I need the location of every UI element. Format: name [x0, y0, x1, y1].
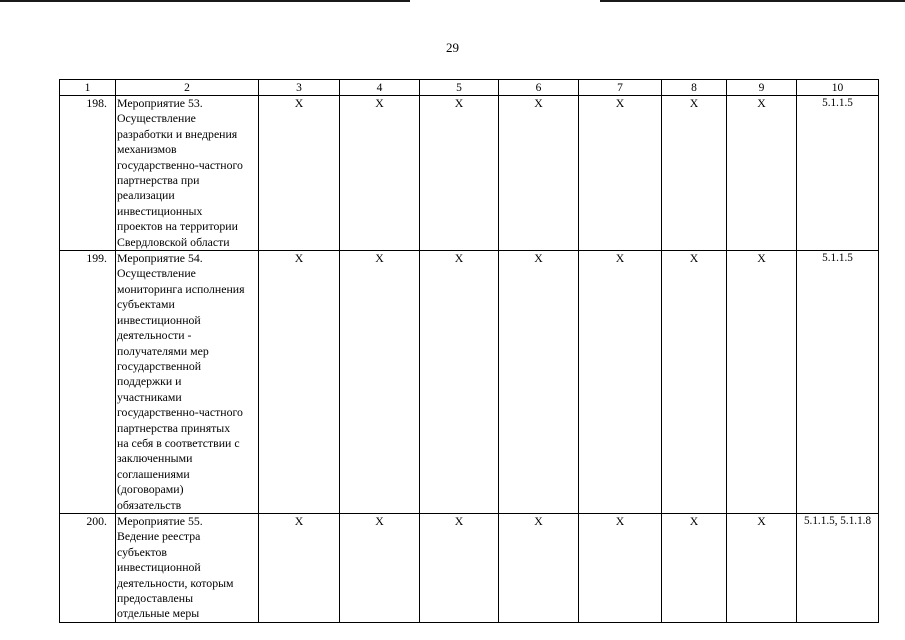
page-number: 29: [446, 40, 459, 55]
description-line: участниками: [117, 389, 182, 404]
activity-description: [116, 513, 259, 622]
x-mark-cell: X: [579, 96, 662, 251]
description-line: государственно-частного: [117, 405, 243, 420]
description-line: партнерства принятых: [117, 420, 231, 435]
x-mark-cell: X: [499, 513, 579, 622]
description-line: субъектами: [117, 297, 175, 312]
description-line: реализации: [117, 188, 175, 203]
target-code: 5.1.1.5: [797, 251, 879, 514]
description-line: механизмов: [117, 142, 177, 157]
x-mark-cell: X: [727, 513, 797, 622]
description-line: получателями мер: [117, 343, 209, 358]
column-header: 8: [662, 80, 727, 96]
x-mark-cell: X: [340, 96, 420, 251]
x-mark-cell: X: [727, 251, 797, 514]
column-header: 7: [579, 80, 662, 96]
table-header-row: [60, 80, 879, 96]
x-mark-cell: X: [579, 513, 662, 622]
column-header: 1: [60, 80, 116, 96]
x-mark-cell: X: [579, 251, 662, 514]
x-mark-cell: X: [259, 513, 340, 622]
description-line: субъектов: [117, 544, 167, 559]
description-line: Осуществление: [117, 266, 196, 281]
description-line: инвестиционной: [117, 312, 201, 327]
description-line: (договорами): [117, 482, 184, 497]
description-line: деятельности -: [117, 328, 192, 343]
description-line: поддержки и: [117, 374, 182, 389]
description-line: разработки и внедрения: [117, 126, 238, 141]
description-line: Свердловской области: [117, 234, 230, 249]
x-mark-cell: X: [420, 96, 499, 251]
description-line: инвестиционной: [117, 560, 201, 575]
target-code: 5.1.1.5: [797, 96, 879, 251]
activity-description: [116, 251, 259, 514]
description-line: предоставлены: [117, 591, 194, 605]
table-row: [60, 251, 879, 514]
table-body: [60, 96, 879, 623]
description-line: инвестиционных: [117, 203, 203, 218]
column-header: 4: [340, 80, 420, 96]
description-line: государственной: [117, 358, 202, 373]
x-mark-cell: X: [340, 251, 420, 514]
x-mark-cell: X: [499, 96, 579, 251]
top-border-line-left: [0, 0, 410, 2]
x-mark-cell: X: [420, 513, 499, 622]
description-line: заключенными: [117, 451, 193, 466]
description-line: партнерства при: [117, 173, 200, 188]
target-code: 5.1.1.5, 5.1.1.8: [797, 513, 879, 622]
table-row: [60, 96, 879, 251]
description-line: проектов на территории: [117, 219, 238, 234]
column-header: 9: [727, 80, 797, 96]
activities-table: [59, 79, 879, 623]
x-mark-cell: X: [259, 251, 340, 514]
row-number: 199.: [60, 251, 116, 514]
table-row: [60, 513, 879, 622]
row-number: 198.: [60, 96, 116, 251]
column-header: 3: [259, 80, 340, 96]
x-mark-cell: X: [499, 251, 579, 514]
description-line: соглашениями: [117, 466, 190, 481]
description-line: мониторинга исполнения: [117, 281, 245, 296]
description-line: Мероприятие 53.: [117, 96, 203, 110]
row-number: 200.: [60, 513, 116, 622]
x-mark-cell: X: [259, 96, 340, 251]
description-line: Мероприятие 54.: [117, 251, 203, 266]
activity-description: [116, 96, 259, 251]
description-line: Мероприятие 55.: [117, 513, 203, 528]
top-border-line-right: [600, 0, 905, 2]
x-mark-cell: X: [662, 513, 727, 622]
x-mark-cell: X: [420, 251, 499, 514]
column-header: 6: [499, 80, 579, 96]
x-mark-cell: X: [340, 513, 420, 622]
description-line: Ведение реестра: [117, 529, 201, 544]
description-line: государственно-частного: [117, 157, 243, 172]
description-line: отдельные меры: [117, 606, 200, 621]
description-line: деятельности, которым: [117, 575, 234, 590]
column-header: 5: [420, 80, 499, 96]
x-mark-cell: X: [662, 251, 727, 514]
description-line: обязательств: [117, 497, 182, 512]
x-mark-cell: X: [662, 96, 727, 251]
column-header: 10: [797, 80, 879, 96]
description-line: Осуществление: [117, 111, 196, 126]
description-line: на себя в соответствии с: [117, 435, 240, 450]
column-header: 2: [116, 80, 259, 96]
x-mark-cell: X: [727, 96, 797, 251]
